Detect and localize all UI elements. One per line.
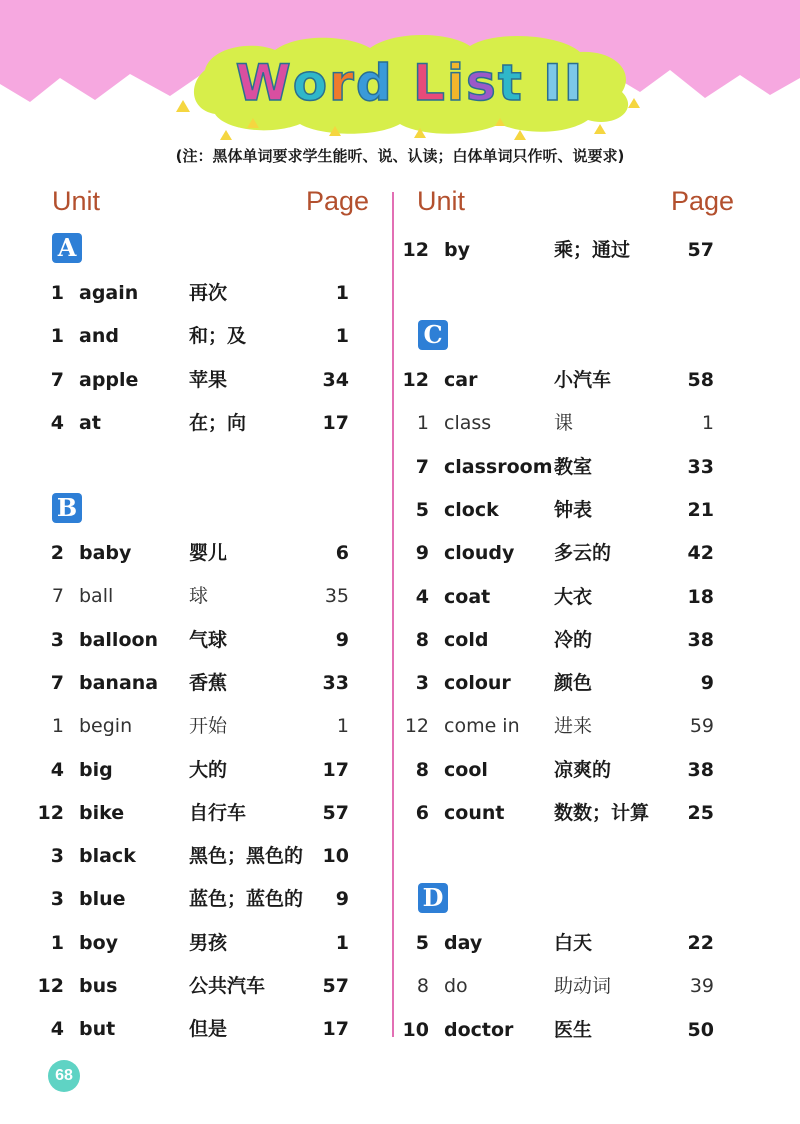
unit-number: 1 — [50, 325, 64, 348]
unit-number: 12 — [37, 801, 64, 824]
page-number-badge: 68 — [48, 1060, 80, 1092]
page-number: 1 — [335, 282, 349, 304]
chinese-meaning: 凉爽的 — [554, 758, 612, 781]
english-word: clock — [444, 498, 499, 521]
english-word: boy — [79, 931, 119, 954]
english-word: bus — [79, 975, 118, 997]
unit-number: 1 — [51, 715, 64, 738]
word-entry — [399, 495, 729, 525]
page-number: 18 — [687, 585, 714, 608]
english-word: come in — [444, 715, 520, 738]
page-number: 1 — [335, 325, 349, 348]
english-word: big — [79, 758, 113, 781]
english-word: blue — [79, 888, 126, 911]
word-entry — [34, 798, 364, 828]
page-number: 38 — [687, 758, 714, 781]
unit-number: 2 — [50, 542, 64, 564]
left-page-header: Page — [306, 186, 370, 216]
page-number: 25 — [687, 802, 714, 824]
word-entry — [34, 884, 364, 914]
title-letter: i — [446, 54, 467, 112]
english-word: day — [444, 932, 483, 954]
section-letter-badge: C — [418, 320, 448, 350]
title-letter: t — [497, 54, 524, 112]
unit-number: 12 — [404, 715, 429, 738]
page-number: 35 — [324, 585, 349, 608]
english-word: coat — [444, 585, 491, 608]
word-entry — [34, 538, 364, 568]
column-divider — [392, 192, 394, 1037]
page-number: 59 — [689, 715, 714, 738]
page-number: 38 — [687, 628, 714, 651]
word-entry — [399, 798, 729, 828]
title-letter: s — [466, 54, 498, 112]
english-word: count — [444, 802, 505, 824]
page-number: 17 — [322, 1018, 349, 1041]
page-number: 33 — [322, 671, 349, 694]
word-entry — [34, 971, 364, 1001]
word-entry — [399, 755, 729, 785]
chinese-meaning: 苹果 — [189, 368, 228, 391]
english-word: balloon — [79, 628, 159, 651]
unit-number: 10 — [402, 1018, 429, 1041]
page-number: 39 — [689, 975, 714, 998]
unit-number: 12 — [402, 369, 429, 391]
chinese-meaning: 乘；通过 — [554, 239, 631, 261]
english-word: at — [79, 411, 101, 434]
english-word: do — [444, 975, 468, 998]
page-number: 34 — [322, 368, 349, 391]
chinese-meaning: 和；及 — [189, 325, 247, 348]
word-entry — [399, 928, 729, 958]
page-number: 9 — [700, 672, 714, 695]
unit-number: 12 — [402, 239, 429, 261]
chinese-meaning: 数数；计算 — [554, 802, 650, 824]
english-word: bike — [79, 801, 125, 824]
word-entry — [399, 625, 729, 655]
unit-number: 8 — [416, 975, 429, 998]
unit-number: 3 — [50, 845, 64, 868]
english-word: classroom — [444, 455, 553, 478]
unit-number: 3 — [50, 888, 64, 911]
chinese-meaning: 钟表 — [554, 498, 593, 521]
unit-number: 6 — [415, 802, 429, 824]
english-word: by — [444, 239, 470, 261]
right-page-header: Page — [671, 186, 735, 216]
page-number: 1 — [336, 715, 349, 738]
chinese-meaning: 公共汽车 — [189, 975, 266, 997]
word-entry — [399, 971, 729, 1001]
page-number: 57 — [322, 975, 349, 997]
section-letter-badge: D — [418, 883, 448, 913]
english-word: banana — [79, 671, 159, 694]
chinese-meaning: 冷的 — [554, 628, 593, 651]
chinese-meaning: 球 — [189, 585, 209, 608]
word-entry — [34, 928, 364, 958]
unit-number: 5 — [415, 498, 429, 521]
word-entry — [399, 235, 729, 265]
unit-number: 3 — [415, 672, 429, 695]
unit-number: 9 — [415, 542, 429, 565]
unit-number: 4 — [50, 758, 64, 781]
chinese-meaning: 颜色 — [554, 672, 593, 695]
chinese-meaning: 白天 — [554, 932, 593, 954]
chinese-meaning: 再次 — [189, 282, 228, 304]
english-word: but — [79, 1018, 116, 1041]
word-entry — [34, 755, 364, 785]
word-entry — [399, 711, 729, 741]
page-number: 17 — [322, 411, 349, 434]
word-entry — [399, 408, 729, 438]
title-letter: d — [355, 54, 394, 112]
page-number: 10 — [322, 845, 349, 868]
unit-number: 1 — [416, 412, 429, 435]
chinese-meaning: 男孩 — [189, 931, 228, 954]
chinese-meaning: 大衣 — [554, 585, 593, 608]
word-entry — [399, 365, 729, 395]
unit-number: 1 — [50, 931, 64, 954]
english-word: cold — [444, 628, 489, 651]
word-entry — [34, 278, 364, 308]
word-entry — [34, 711, 364, 741]
english-word: car — [444, 369, 478, 391]
chinese-meaning: 多云的 — [554, 542, 612, 565]
unit-number: 8 — [415, 628, 429, 651]
page-number: 1 — [701, 412, 714, 435]
page-number: 58 — [687, 369, 714, 391]
word-entry — [34, 581, 364, 611]
page-number: 21 — [687, 498, 714, 521]
title-letter — [524, 42, 543, 124]
chinese-meaning: 气球 — [189, 628, 228, 651]
english-word: apple — [79, 368, 139, 391]
word-entry — [399, 452, 729, 482]
chinese-meaning: 教室 — [554, 455, 593, 478]
chinese-meaning: 婴儿 — [189, 542, 228, 564]
chinese-meaning: 小汽车 — [554, 369, 612, 391]
chinese-meaning: 课 — [554, 412, 574, 435]
english-word: class — [444, 412, 492, 435]
page-number: 33 — [687, 455, 714, 478]
unit-number: 4 — [415, 585, 429, 608]
chinese-meaning: 进来 — [554, 715, 593, 738]
page-number: 50 — [687, 1018, 714, 1041]
unit-number: 7 — [51, 585, 64, 608]
right-unit-header: Unit — [417, 186, 466, 216]
chinese-meaning: 自行车 — [189, 801, 247, 824]
chinese-meaning: 但是 — [189, 1018, 228, 1041]
chinese-meaning: 黑色；黑色的 — [189, 845, 304, 868]
english-word: and — [79, 325, 119, 348]
chinese-meaning: 在；向 — [189, 411, 247, 434]
english-word: again — [79, 282, 139, 304]
title-letter — [394, 42, 413, 124]
english-word: baby — [79, 542, 132, 564]
left-unit-header: Unit — [52, 186, 101, 216]
unit-number: 3 — [50, 628, 64, 651]
chinese-meaning: 医生 — [554, 1018, 593, 1041]
english-word: ball — [79, 585, 114, 608]
page-number: 9 — [335, 888, 349, 911]
english-word: cool — [444, 758, 488, 781]
word-entry — [34, 1014, 364, 1044]
chinese-meaning: 助动词 — [554, 975, 612, 998]
unit-number: 7 — [50, 671, 64, 694]
page-number: 57 — [322, 801, 349, 824]
word-entry — [399, 582, 729, 612]
chinese-meaning: 开始 — [189, 715, 228, 738]
unit-number: 5 — [415, 932, 429, 954]
page-number: 42 — [687, 542, 714, 565]
word-entry — [399, 1015, 729, 1045]
word-entry — [34, 321, 364, 351]
word-entry — [34, 841, 364, 871]
title-letter: r — [329, 54, 356, 112]
english-word: cloudy — [444, 542, 515, 565]
word-entry — [34, 408, 364, 438]
unit-number: 8 — [415, 758, 429, 781]
title-letter: o — [292, 54, 330, 112]
page-number: 1 — [335, 931, 349, 954]
page-title — [200, 42, 620, 124]
unit-number: 4 — [50, 411, 64, 434]
page-number: 57 — [687, 239, 714, 261]
chinese-meaning: 蓝色；蓝色的 — [189, 888, 304, 911]
unit-number: 7 — [415, 455, 429, 478]
word-entry — [399, 668, 729, 698]
unit-number: 4 — [50, 1018, 64, 1041]
page-number: 9 — [335, 628, 349, 651]
english-word: black — [79, 845, 136, 868]
unit-number: 7 — [50, 368, 64, 391]
page-number: 6 — [335, 542, 349, 564]
section-letter-badge: A — [52, 233, 82, 263]
title-letter: II — [543, 54, 585, 112]
title-letter: L — [413, 54, 447, 112]
chinese-meaning: 大的 — [189, 758, 228, 781]
word-entry — [34, 625, 364, 655]
english-word: colour — [444, 672, 511, 695]
chinese-meaning: 香蕉 — [189, 671, 228, 694]
usage-note: (注：黑体单词要求学生能听、说、认读；白体单词只作听、说要求) — [175, 147, 625, 165]
english-word: begin — [79, 715, 133, 738]
word-entry — [399, 538, 729, 568]
page-number: 22 — [687, 932, 714, 954]
unit-number: 12 — [37, 975, 64, 997]
word-entry — [34, 365, 364, 395]
page-number: 17 — [322, 758, 349, 781]
unit-number: 1 — [50, 282, 64, 304]
word-entry — [34, 668, 364, 698]
english-word: doctor — [444, 1018, 514, 1041]
title-letter: W — [235, 54, 293, 112]
section-letter-badge: B — [52, 493, 82, 523]
